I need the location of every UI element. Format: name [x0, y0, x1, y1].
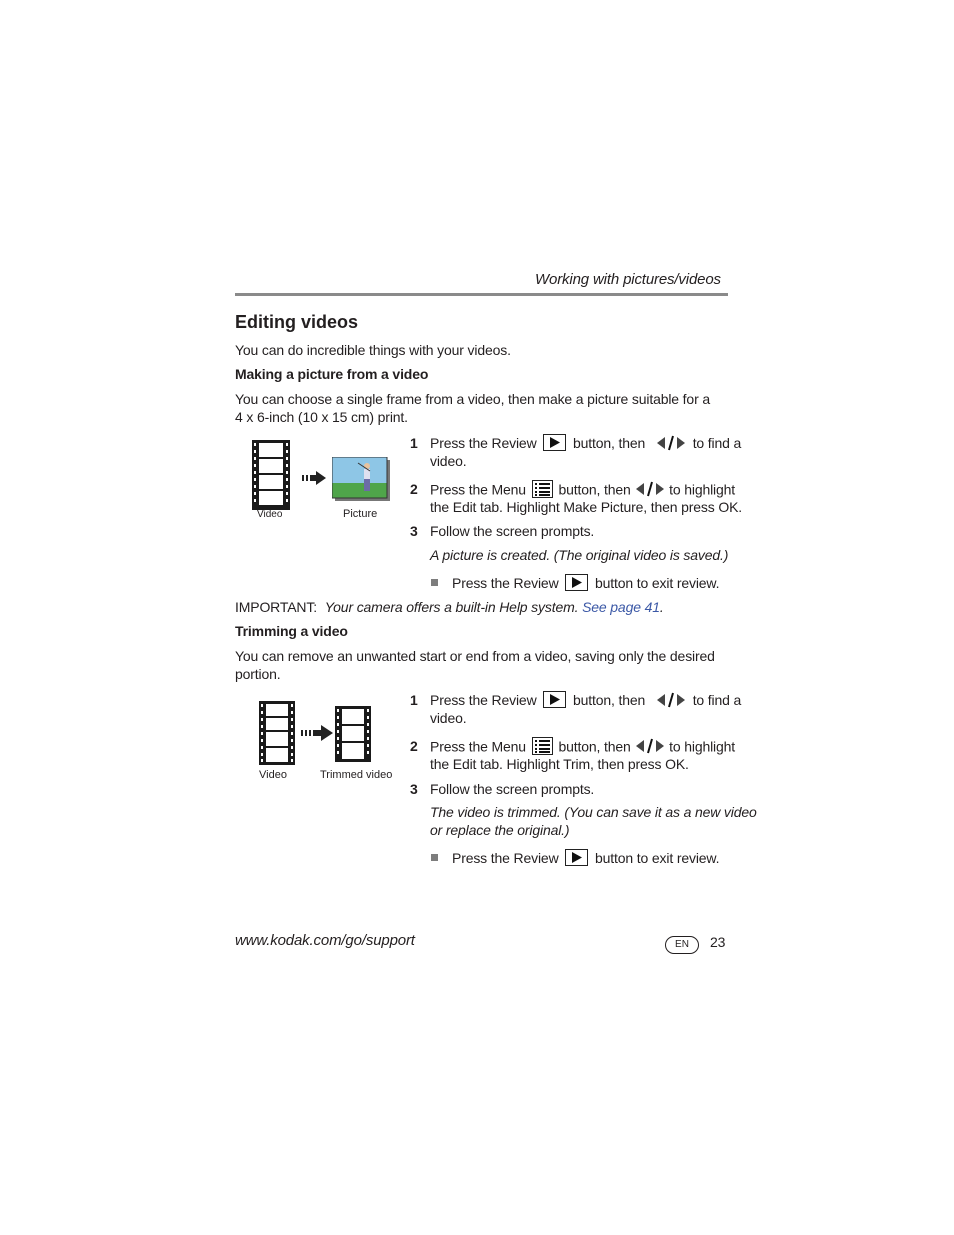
page-title: Editing videos	[235, 312, 359, 332]
step-text: to highlight	[669, 481, 736, 498]
step-1-cont: video.	[430, 710, 467, 726]
step-number: 3	[410, 781, 418, 797]
page-number: 23	[710, 934, 726, 950]
footer-url[interactable]: www.kodak.com/go/support	[235, 932, 415, 949]
step-2-cont: the Edit tab. Highlight Trim, then press OK.	[430, 756, 689, 772]
step-text: button, then	[558, 481, 631, 498]
step-text: button, then	[558, 738, 631, 755]
step-text: Press the Review	[430, 435, 537, 452]
step-text: button, then	[573, 692, 646, 709]
review-button-icon	[565, 574, 588, 595]
bullet-icon	[431, 579, 438, 586]
figure-label-trimmed: Trimmed video	[320, 769, 393, 781]
bullet-icon	[431, 854, 438, 861]
step-2-cont: the Edit tab. Highlight Make Picture, then press OK.	[430, 499, 743, 515]
step-number: 2	[410, 481, 418, 497]
review-button-icon	[543, 691, 566, 712]
step-text: to find a	[692, 435, 742, 452]
step-text: to find a	[692, 692, 742, 709]
section-heading-making: Making a picture from a video	[235, 366, 429, 382]
review-button-icon	[543, 434, 566, 455]
step-3-text: Follow the screen prompts.	[430, 523, 595, 539]
important-note	[235, 598, 664, 616]
bullet-text: button to exit review.	[595, 850, 720, 867]
bullet-text: Press the Review	[452, 850, 559, 867]
intro-text: You can do incredible things with your videos.	[235, 342, 511, 358]
bullet-text: Press the Review	[452, 575, 559, 592]
important-label: IMPORTANT:	[235, 599, 317, 615]
figure-label-video: Video	[257, 509, 283, 520]
making-desc-2: 4 x 6-inch (10 x 15 cm) print.	[235, 409, 408, 425]
arrow-right-icon	[302, 471, 326, 490]
filmstrip-illustration	[259, 701, 295, 770]
left-right-arrows-icon	[657, 692, 685, 712]
step-3-text: Follow the screen prompts.	[430, 781, 595, 797]
step-number: 1	[410, 692, 418, 708]
step-1-line	[430, 434, 741, 455]
running-header: Working with pictures/videos	[535, 271, 721, 288]
figure-label-video: Video	[259, 769, 287, 781]
left-right-arrows-icon	[657, 435, 685, 455]
important-text: Your camera offers a built-in Help system.	[324, 599, 579, 615]
step-1-line	[430, 691, 741, 712]
trimming-desc-1: You can remove an unwanted start or end from a video, saving only the desired	[235, 648, 715, 664]
bullet-line	[452, 574, 719, 595]
figure-label-picture: Picture	[343, 508, 378, 520]
step-number: 3	[410, 523, 418, 539]
step-text: Press the Review	[430, 692, 537, 709]
step-text: button, then	[573, 435, 646, 452]
result-text: A picture is created. (The original video is saved.)	[430, 547, 729, 563]
language-badge: EN	[665, 936, 699, 954]
bullet-text: button to exit review.	[595, 575, 720, 592]
step-1-cont: video.	[430, 453, 467, 469]
step-text: to highlight	[669, 738, 736, 755]
review-button-icon	[565, 849, 588, 870]
header-rule	[235, 293, 728, 296]
step-number: 1	[410, 435, 418, 451]
trimming-desc-2: portion.	[235, 666, 281, 682]
step-number: 2	[410, 738, 418, 754]
see-page-link[interactable]: See page 41	[582, 599, 660, 615]
making-desc-1: You can choose a single frame from a video, then make a picture suitable for a	[235, 391, 710, 407]
section-heading-trimming: Trimming a video	[235, 623, 348, 639]
bullet-line	[452, 849, 719, 870]
arrow-right-icon	[301, 725, 333, 746]
step-text: Press the Menu	[430, 481, 526, 498]
golfer-picture-illustration	[332, 457, 390, 506]
important-end: .	[659, 599, 664, 615]
result-text-2: or replace the original.)	[430, 822, 570, 838]
result-text-1: The video is trimmed. (You can save it as a new video	[430, 804, 757, 820]
filmstrip-illustration	[252, 440, 290, 515]
trimmed-filmstrip-illustration	[335, 706, 371, 767]
step-text: Press the Menu	[430, 738, 526, 755]
